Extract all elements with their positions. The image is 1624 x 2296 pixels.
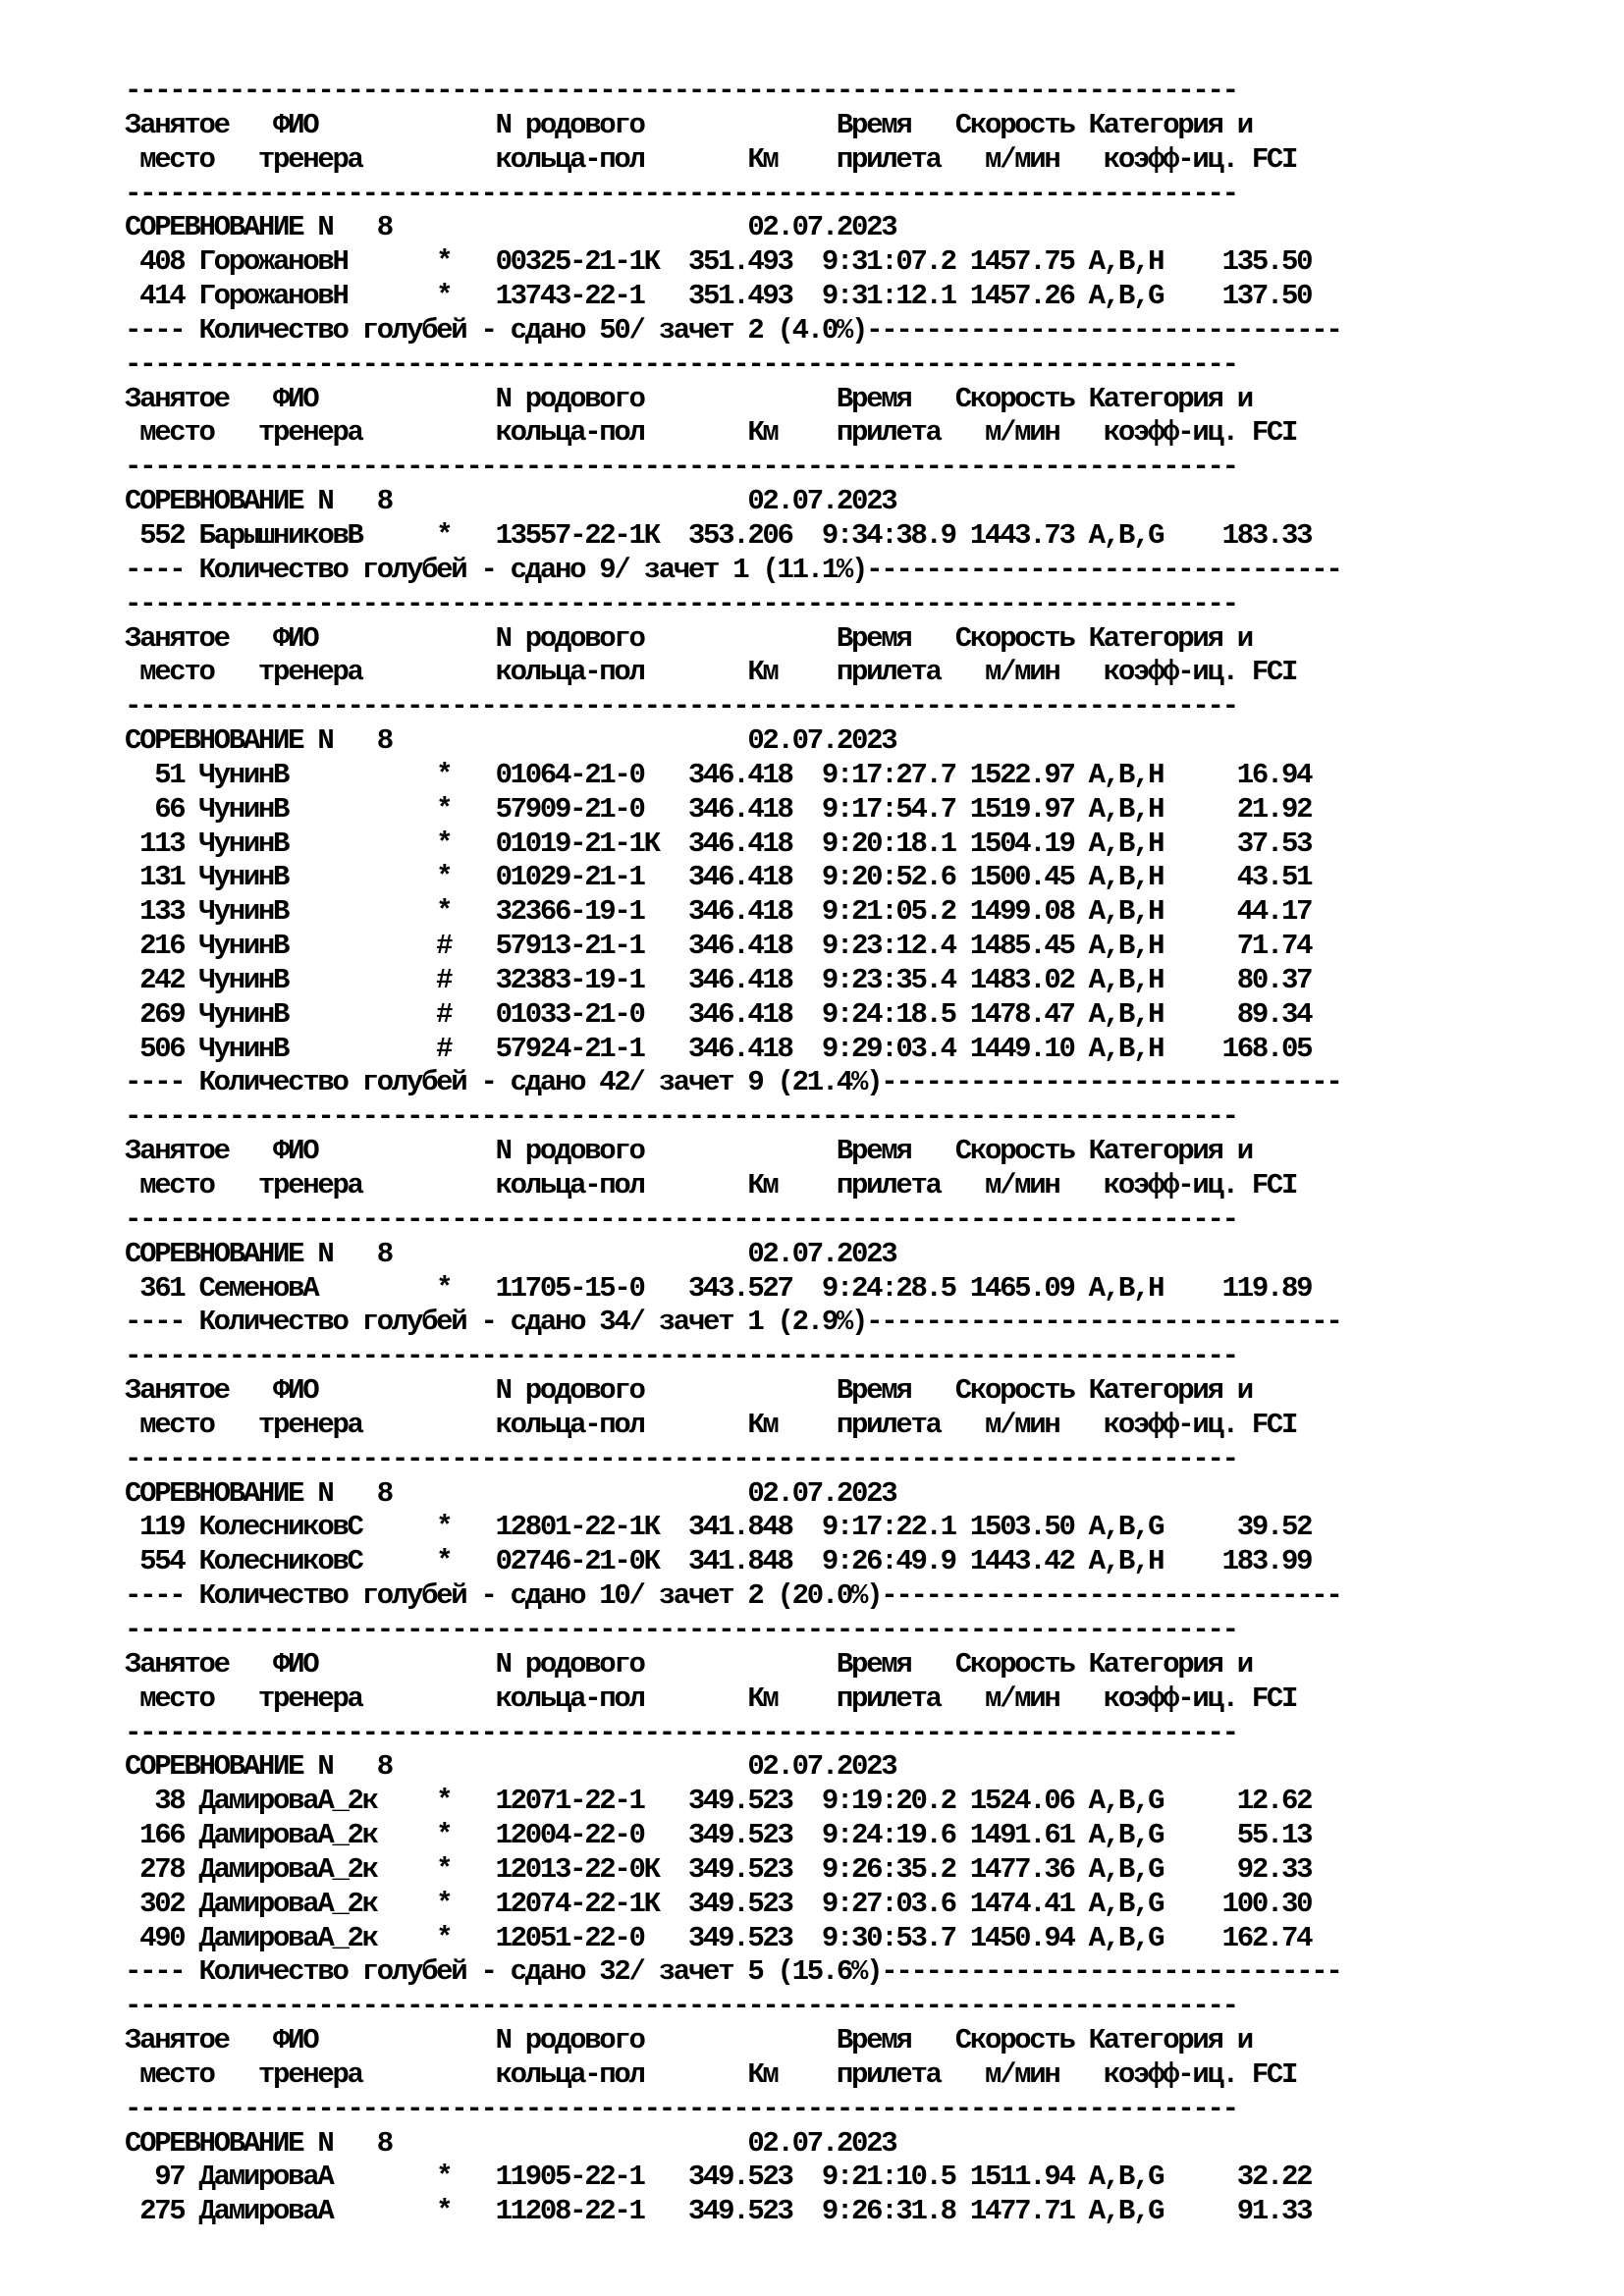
result-row: 269 ЧунинВ # 01033-21-0 346.418 9:24:18.5 1478.47 A,B,H 89.34 xyxy=(125,997,1312,1031)
result-row: 278 ДамироваА_2к * 12013-22-0К 349.523 9:26:35.2 1477.36 A,B,G 92.33 xyxy=(125,1852,1312,1886)
result-row: 414 ГорожановН * 13743-22-1 351.493 9:31:12.1 1457.26 A,B,G 137.50 xyxy=(125,280,1312,313)
separator-line: --------------------------------------------------------------------------- xyxy=(125,587,1237,620)
separator-line: --------------------------------------------------------------------------- xyxy=(125,177,1237,210)
result-row: 131 ЧунинВ * 01029-21-1 346.418 9:20:52.6 1500.45 A,B,H 43.51 xyxy=(125,861,1312,894)
column-header-line1: Занятое ФИО N родового Время Скорость Категория и xyxy=(125,621,1252,655)
column-header-line2: место тренера кольца-пол Км прилета м/мин коэфф-иц. FCI xyxy=(125,1408,1297,1441)
summary-line: ---- Количество голубей - сдано 9/ зачет 1 (11.1%)-------------------------------- xyxy=(125,553,1341,586)
column-header-line2: место тренера кольца-пол Км прилета м/мин коэфф-иц. FCI xyxy=(125,142,1297,176)
summary-line: ---- Количество голубей - сдано 42/ зачет 9 (21.4%)------------------------------- xyxy=(125,1066,1341,1099)
summary-line: ---- Количество голубей - сдано 32/ зачет 5 (15.6%)------------------------------- xyxy=(125,1955,1341,1989)
separator-line: --------------------------------------------------------------------------- xyxy=(125,1340,1237,1373)
summary-line: ---- Количество голубей - сдано 50/ зачет 2 (4.0%)-------------------------------- xyxy=(125,313,1341,347)
column-header-line2: место тренера кольца-пол Км прилета м/мин коэфф-иц. FCI xyxy=(125,2057,1297,2091)
column-header-line1: Занятое ФИО N родового Время Скорость Категория и xyxy=(125,1135,1252,1168)
competition-title: СОРЕВНОВАНИЕ N 8 02.07.2023 xyxy=(125,1237,896,1270)
separator-line: --------------------------------------------------------------------------- xyxy=(125,1202,1237,1236)
separator-line: --------------------------------------------------------------------------- xyxy=(125,690,1237,723)
separator-line: --------------------------------------------------------------------------- xyxy=(125,451,1237,484)
competition-title: СОРЕВНОВАНИЕ N 8 02.07.2023 xyxy=(125,2126,896,2160)
result-row: 66 ЧунинВ * 57909-21-0 346.418 9:17:54.7 1519.97 A,B,H 21.92 xyxy=(125,792,1312,826)
result-row: 275 ДамироваА * 11208-22-1 349.523 9:26:31.8 1477.71 A,B,G 91.33 xyxy=(125,2195,1312,2228)
result-row: 242 ЧунинВ # 32383-19-1 346.418 9:23:35.4 1483.02 A,B,H 80.37 xyxy=(125,963,1312,996)
separator-line: --------------------------------------------------------------------------- xyxy=(125,1716,1237,1749)
column-header-line2: место тренера кольца-пол Км прилета м/мин коэфф-иц. FCI xyxy=(125,656,1297,689)
summary-line: ---- Количество голубей - сдано 34/ зачет 1 (2.9%)-------------------------------- xyxy=(125,1306,1341,1339)
separator-line: --------------------------------------------------------------------------- xyxy=(125,1100,1237,1134)
separator-line: --------------------------------------------------------------------------- xyxy=(125,1613,1237,1646)
result-row: 552 БарышниковВ * 13557-22-1К 353.206 9:34:38.9 1443.73 A,B,G 183.33 xyxy=(125,518,1312,552)
result-row: 506 ЧунинВ # 57924-21-1 346.418 9:29:03.4 1449.10 A,B,H 168.05 xyxy=(125,1032,1312,1065)
separator-line: --------------------------------------------------------------------------- xyxy=(125,75,1237,107)
separator-line: --------------------------------------------------------------------------- xyxy=(125,2092,1237,2125)
column-header-line1: Занятое ФИО N родового Время Скорость Категория и xyxy=(125,1647,1252,1681)
results-report xyxy=(125,75,1597,2229)
result-row: 408 ГорожановН * 00325-21-1К 351.493 9:31:07.2 1457.75 A,B,H 135.50 xyxy=(125,245,1312,279)
result-row: 302 ДамироваА_2к * 12074-22-1К 349.523 9:27:03.6 1474.41 A,B,G 100.30 xyxy=(125,1887,1312,1920)
column-header-line2: место тренера кольца-пол Км прилета м/мин коэфф-иц. FCI xyxy=(125,1169,1297,1201)
result-row: 97 ДамироваА * 11905-22-1 349.523 9:21:10.5 1511.94 A,B,G 32.22 xyxy=(125,2161,1312,2194)
result-row: 113 ЧунинВ * 01019-21-1К 346.418 9:20:18.1 1504.19 A,B,H 37.53 xyxy=(125,827,1312,860)
column-header-line2: место тренера кольца-пол Км прилета м/мин коэфф-иц. FCI xyxy=(125,1682,1297,1715)
competition-title: СОРЕВНОВАНИЕ N 8 02.07.2023 xyxy=(125,1476,896,1510)
separator-line: --------------------------------------------------------------------------- xyxy=(125,347,1237,381)
result-row: 216 ЧунинВ # 57913-21-1 346.418 9:23:12.4 1485.45 A,B,H 71.74 xyxy=(125,930,1312,963)
result-row: 51 ЧунинВ * 01064-21-0 346.418 9:17:27.7 1522.97 A,B,H 16.94 xyxy=(125,758,1312,791)
competition-title: СОРЕВНОВАНИЕ N 8 02.07.2023 xyxy=(125,485,896,518)
result-row: 133 ЧунинВ * 32366-19-1 346.418 9:21:05.2 1499.08 A,B,H 44.17 xyxy=(125,895,1312,929)
result-row: 554 КолесниковС * 02746-21-0К 341.848 9:26:49.9 1443.42 A,B,H 183.99 xyxy=(125,1545,1312,1578)
column-header-line1: Занятое ФИО N родового Время Скорость Категория и xyxy=(125,108,1252,141)
competition-title: СОРЕВНОВАНИЕ N 8 02.07.2023 xyxy=(125,724,896,758)
result-row: 38 ДамироваА_2к * 12071-22-1 349.523 9:19:20.2 1524.06 A,B,G 12.62 xyxy=(125,1785,1312,1818)
separator-line: --------------------------------------------------------------------------- xyxy=(125,1990,1237,2023)
separator-line: --------------------------------------------------------------------------- xyxy=(125,1442,1237,1475)
column-header-line1: Занятое ФИО N родового Время Скорость Категория и xyxy=(125,1374,1252,1408)
result-row: 490 ДамироваА_2к * 12051-22-0 349.523 9:30:53.7 1450.94 A,B,G 162.74 xyxy=(125,1921,1312,1954)
competition-title: СОРЕВНОВАНИЕ N 8 02.07.2023 xyxy=(125,1750,896,1784)
result-row: 361 СеменовА * 11705-15-0 343.527 9:24:28.5 1465.09 A,B,H 119.89 xyxy=(125,1271,1312,1305)
column-header-line1: Занятое ФИО N родового Время Скорость Категория и xyxy=(125,382,1252,415)
column-header-line2: место тренера кольца-пол Км прилета м/мин коэфф-иц. FCI xyxy=(125,416,1297,450)
summary-line: ---- Количество голубей - сдано 10/ зачет 2 (20.0%)------------------------------- xyxy=(125,1579,1341,1613)
result-row: 166 ДамироваА_2к * 12004-22-0 349.523 9:24:19.6 1491.61 A,B,G 55.13 xyxy=(125,1819,1312,1852)
competition-title: СОРЕВНОВАНИЕ N 8 02.07.2023 xyxy=(125,211,896,244)
column-header-line1: Занятое ФИО N родового Время Скорость Категория и xyxy=(125,2024,1252,2057)
result-row: 119 КолесниковС * 12801-22-1К 341.848 9:17:22.1 1503.50 A,B,G 39.52 xyxy=(125,1511,1312,1544)
